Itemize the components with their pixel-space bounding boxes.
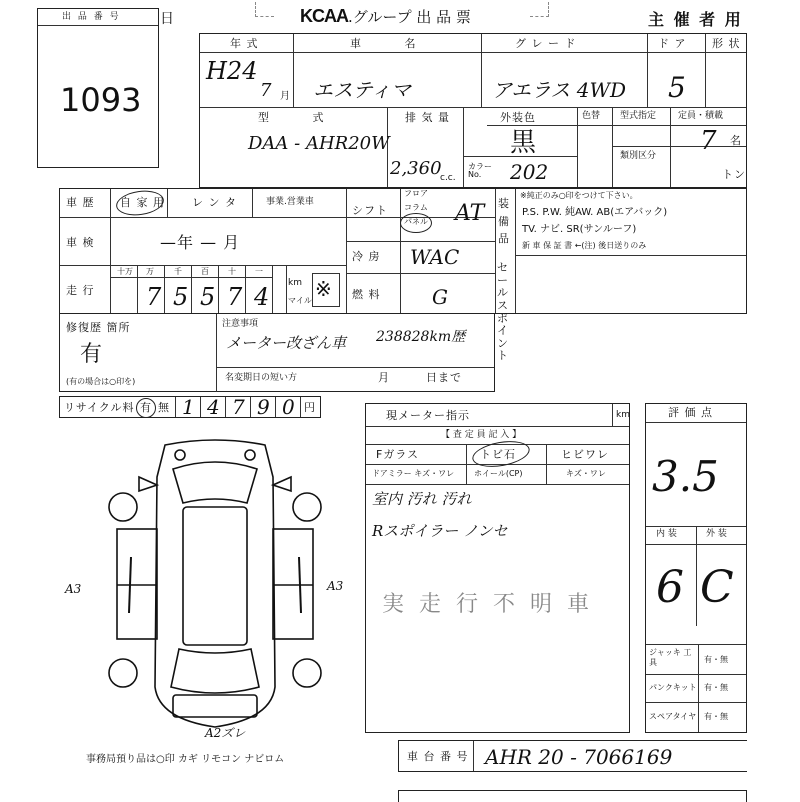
wheel-damage-label: キズ・ワレ xyxy=(566,469,606,478)
notes-value2: 238828km歴 xyxy=(376,329,466,345)
chassis-row xyxy=(398,740,747,772)
evaluation-label: 評 価 点 xyxy=(668,406,713,419)
inspection-box xyxy=(365,403,630,733)
f-glass-label: Fガラス xyxy=(376,448,419,461)
rental-option: レ ン タ xyxy=(192,196,237,209)
group-title: .グループ 出 品 票 xyxy=(348,8,471,26)
mileage-label: 走 行 xyxy=(66,284,95,297)
type-spec-label: 型式指定 xyxy=(620,111,657,121)
mileage-digit-3: 7 xyxy=(227,283,243,311)
cc-unit: c.c. xyxy=(440,173,456,183)
evaluation-score: 3.5 xyxy=(652,452,719,501)
own-use-option: 自 家 用 xyxy=(120,196,165,209)
km-label: km xyxy=(288,278,302,288)
header-dash-right xyxy=(530,2,549,17)
diagram-footer: 事務局預り品は○印 カギ リモコン ナビロム xyxy=(86,754,285,765)
recycle-row xyxy=(59,396,321,418)
color-label: 外装色 xyxy=(500,111,536,124)
meter-label: 現メーター指示 xyxy=(386,409,470,422)
digit-header-2: 千 xyxy=(174,267,182,276)
meter-km-unit: km xyxy=(616,410,630,420)
commercial-option: 事業.営業車 xyxy=(266,197,314,207)
shift-label: シフト xyxy=(352,204,388,217)
repair-label: 修復歴 箇所 xyxy=(66,321,131,334)
equipment-line1: P.S. P.W. 純AW. AB(エアバック) xyxy=(522,207,668,218)
diagram-mark-left: A3 xyxy=(65,582,82,596)
model-label: 型 式 xyxy=(258,111,344,124)
doors-label: ド ア xyxy=(658,37,687,50)
digit-header-3: 百 xyxy=(201,267,209,276)
digit-header-5: 一 xyxy=(255,267,263,276)
history-label: 車 歴 xyxy=(66,196,95,209)
vehicle-table xyxy=(199,33,747,188)
color-value: 黒 xyxy=(510,128,537,158)
day-suffix: 日 xyxy=(160,11,175,27)
interior-value: 6 xyxy=(656,562,684,613)
diagram-mark-rear: A2ズレ xyxy=(205,726,246,740)
organizer-label: 主 催 者 用 xyxy=(648,10,743,29)
fuel-value: G xyxy=(432,285,448,309)
remark-2: Rスポイラー ノンセ xyxy=(372,522,508,540)
recycle-yes: 有 xyxy=(140,401,152,414)
recycle-digit-0: 1 xyxy=(182,395,195,419)
recycle-yes-circle xyxy=(136,398,156,418)
mileage-digit-2: 5 xyxy=(200,283,216,311)
mileage-digit-4: 4 xyxy=(254,283,270,311)
displacement-label: 排 気 量 xyxy=(405,111,450,124)
color-no-label: カラー No. xyxy=(468,162,492,179)
repair-note: (有の場合は○印を) xyxy=(66,377,136,386)
notes-value: メーター改ざん車 xyxy=(226,334,347,352)
bottom-edge-box xyxy=(398,790,747,802)
period-label: 名変期日の短い方 xyxy=(225,373,298,383)
repair-notes-table xyxy=(59,314,495,392)
mile-label: マイル xyxy=(288,296,312,305)
capacity-value: 7 xyxy=(700,126,717,156)
year-label: 年 式 xyxy=(230,37,259,50)
capacity-label: 定員・積載 xyxy=(678,111,724,121)
exterior-label: 外 装 xyxy=(706,529,727,539)
shift-floor: フロア xyxy=(404,189,428,198)
tobi-ishi-label: トビ石 xyxy=(480,448,516,461)
shift-panel-circle xyxy=(400,213,432,233)
recycle-label: リサイクル料 xyxy=(64,401,135,414)
notes-label: 注意事項 xyxy=(222,319,259,329)
recycle-no: 無 xyxy=(158,401,170,414)
evaluation-box xyxy=(645,403,747,733)
recycle-digit-2: 7 xyxy=(232,395,245,419)
mileage-mark: ※ xyxy=(315,277,332,301)
fuel-label: 燃 料 xyxy=(352,288,381,301)
accessory-label-1: パンクキット xyxy=(649,683,697,692)
digit-header-0: 十万 xyxy=(117,267,133,276)
period-month: 月 xyxy=(378,371,390,384)
header-dash-left xyxy=(255,2,274,17)
recycle-digit-3: 9 xyxy=(257,395,270,419)
equipment-note: ※純正のみ○印をつけて下さい。 xyxy=(520,191,638,200)
shift-panel: パネル xyxy=(404,217,428,226)
shift-value: AT xyxy=(455,201,485,226)
lot-number: 1093 xyxy=(60,81,142,119)
exterior-value: C xyxy=(700,562,734,613)
equipment-label: 装 備 品 xyxy=(498,197,510,246)
accessory-label-0: ジャッキ 工 具 xyxy=(649,648,692,667)
brand-logo: KCAA xyxy=(300,6,348,26)
accessory-label-2: スペアタイヤ xyxy=(649,712,697,721)
hibiware-label: ヒビワレ xyxy=(561,448,609,461)
unknown-mileage-stamp: 実 走 行 不 明 車 xyxy=(382,592,593,617)
ton-unit: トン xyxy=(722,168,746,181)
history-table xyxy=(59,188,747,314)
mileage-digit-1: 5 xyxy=(173,283,189,311)
repair-value: 有 xyxy=(80,342,103,367)
interior-label: 内 装 xyxy=(656,529,677,539)
name-value: エスティマ xyxy=(313,78,411,102)
sales-point-label: セールスポイント xyxy=(497,261,509,363)
month-unit: 月 xyxy=(280,91,291,102)
shaken-label: 車 検 xyxy=(66,236,95,249)
month-value: 7 xyxy=(260,80,272,101)
name-label: 車 名 xyxy=(350,37,436,50)
recycle-unit: 円 xyxy=(304,401,316,414)
recycle-digit-4: 0 xyxy=(282,395,295,419)
ac-value: WAC xyxy=(410,245,460,269)
shape-label: 形 状 xyxy=(712,37,741,50)
period-day: 日まで xyxy=(426,371,462,384)
mileage-digit-0: 7 xyxy=(146,283,162,311)
lot-number-label: 出 品 番 号 xyxy=(62,12,121,22)
displacement-value: 2,360 xyxy=(390,158,442,179)
shaken-value: —年 — 月 xyxy=(160,233,241,252)
ac-label: 冷 房 xyxy=(352,250,381,263)
entry-header: 【 査 定 員 記 入 】 xyxy=(441,430,522,440)
equipment-line2: TV. ナビ. SR(サンルーフ) xyxy=(522,224,637,235)
remark-1: 室内 汚れ 汚れ xyxy=(372,490,472,508)
tobi-ishi-circle xyxy=(470,437,531,471)
year-value: H24 xyxy=(206,57,258,85)
grade-value: アエラス 4WD xyxy=(492,78,627,102)
door-mirror-label: ドアミラー キズ・ワレ xyxy=(372,469,455,478)
accessory-value-0: 有・無 xyxy=(704,655,728,664)
color-swap-label: 色替 xyxy=(582,111,601,121)
chassis-label: 車 台 番 号 xyxy=(407,750,469,763)
digit-header-1: 万 xyxy=(146,267,154,276)
capacity-unit: 名 xyxy=(730,134,742,147)
accessory-value-1: 有・無 xyxy=(704,683,728,692)
color-no-value: 202 xyxy=(510,160,549,184)
accessory-value-2: 有・無 xyxy=(704,712,728,721)
class-label: 類別区分 xyxy=(620,151,657,161)
header-title xyxy=(300,6,471,26)
grade-label: グ レ ー ド xyxy=(515,37,577,50)
model-value: DAA - AHR20W xyxy=(248,133,390,154)
chassis-value: AHR 20 - 7066169 xyxy=(485,745,673,769)
diagram-mark-right: A3 xyxy=(327,579,344,593)
car-diagram xyxy=(95,437,335,740)
own-use-circle xyxy=(115,188,166,218)
shift-column: コラム xyxy=(404,203,428,212)
lot-number-box xyxy=(37,8,159,168)
digit-header-4: 十 xyxy=(228,267,236,276)
recycle-digit-1: 4 xyxy=(207,395,220,419)
doors-value: 5 xyxy=(668,71,686,104)
equipment-warranty: 新 車 保 証 書 ←(注) 後日送りのみ xyxy=(522,241,647,250)
wheel-label: ホイール(CP) xyxy=(474,469,523,478)
